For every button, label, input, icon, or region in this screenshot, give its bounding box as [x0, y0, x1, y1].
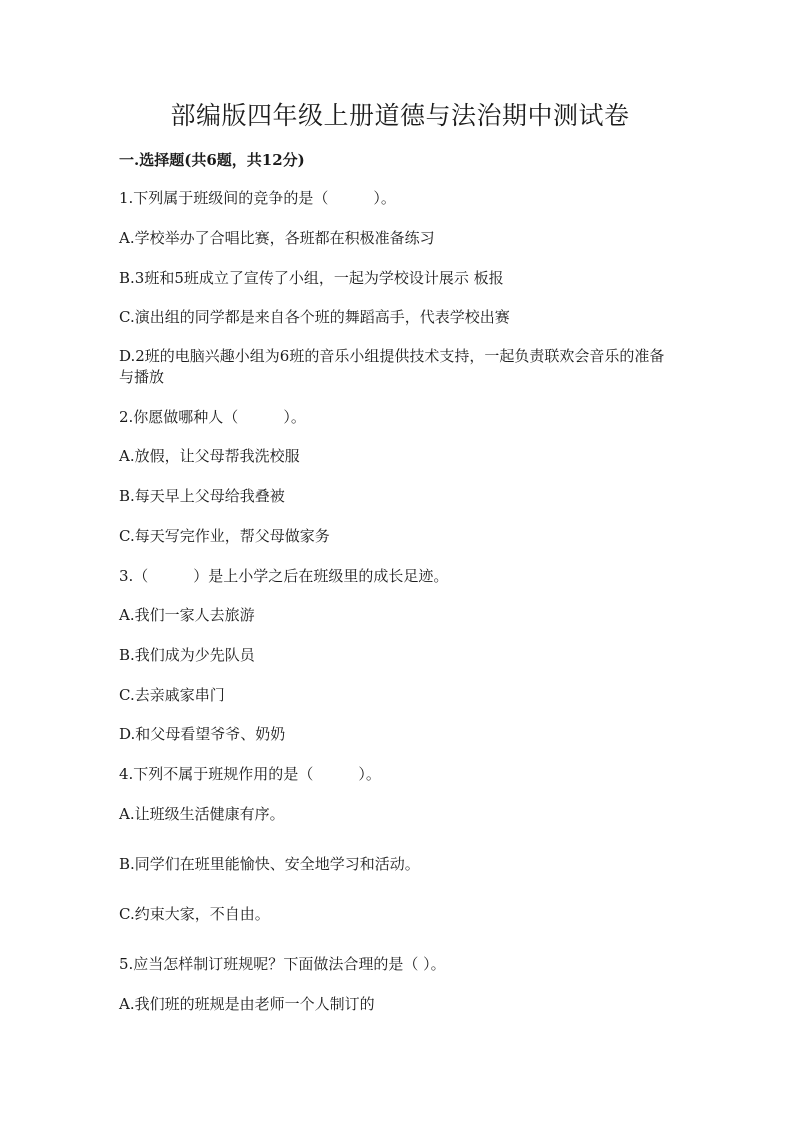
- question-3-option-c: C.去亲戚家串门: [119, 686, 225, 704]
- question-4-option-a: A.让班级生活健康有序。: [119, 805, 285, 823]
- question-4-stem: 4.下列不属于班规作用的是（ ）。: [119, 765, 381, 783]
- question-3-stem: 3.（ ）是上小学之后在班级里的成长足迹。: [119, 567, 449, 585]
- question-3-option-d: D.和父母看望爷爷、奶奶: [119, 725, 286, 743]
- question-2-stem: 2.你愿做哪种人（ ）。: [119, 408, 306, 426]
- question-1-option-b: B.3班和5班成立了宣传了小组，一起为学校设计展示 板报: [119, 269, 504, 287]
- question-3-option-b: B.我们成为少先队员: [119, 646, 255, 664]
- question-2-option-b: B.每天早上父母给我叠被: [119, 487, 285, 505]
- question-1-stem: 1.下列属于班级间的竞争的是（ ）。: [119, 189, 396, 207]
- question-2-option-a: A.放假，让父母帮我洗校服: [119, 447, 300, 465]
- section-heading: 一.选择题(共6题，共12分): [119, 151, 305, 169]
- question-2-option-c: C.每天写完作业，帮父母做家务: [119, 527, 330, 545]
- page-title: 部编版四年级上册道德与法治期中测试卷: [170, 101, 630, 130]
- question-3-option-a: A.我们一家人去旅游: [119, 606, 255, 624]
- question-4-option-b: B.同学们在班里能愉快、安全地学习和活动。: [119, 855, 420, 873]
- question-1-option-c: C.演出组的同学都是来自各个班的舞蹈高手，代表学校出赛: [119, 308, 510, 326]
- question-1-option-d: D.2班的电脑兴趣小组为6班的音乐小组提供技术支持，一起负责联欢会音乐的准备与播放: [119, 347, 665, 386]
- question-4-option-c: C.约束大家，不自由。: [119, 905, 270, 923]
- question-5-option-a: A.我们班的班规是由老师一个人制订的: [119, 995, 375, 1013]
- question-1-option-a: A.学校举办了合唱比赛，各班都在积极准备练习: [119, 229, 435, 247]
- question-5-stem: 5.应当怎样制订班规呢？下面做法合理的是（ ）。: [119, 955, 446, 973]
